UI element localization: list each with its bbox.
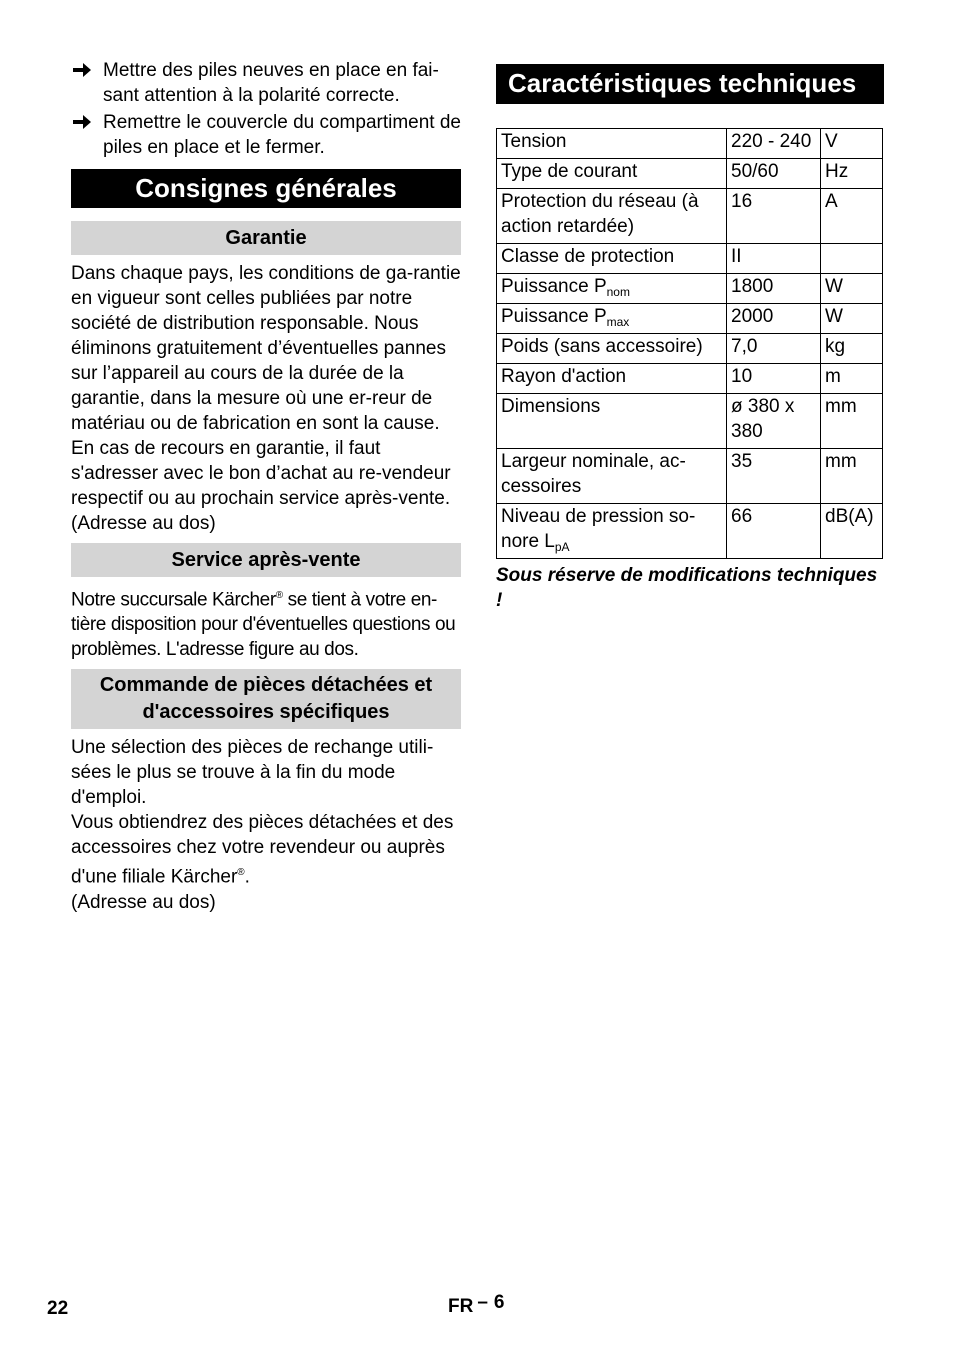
spec-value: 2000 [727, 304, 821, 334]
spec-row [497, 274, 883, 304]
garantie-body: Dans chaque pays, les conditions de ga-rantie en vigueur sont celles publiées par notre société de distribution responsable. Nous éliminons gratuitement d’éventuelles pannes sur l’appareil au cours de la durée de la garantie, dans la mesure où une er-reur de matériau ou de fabrication en sont la cause. En cas de recours en garantie, il faut s'adresser avec le bon d’achat au re-vendeur respectif ou au prochain service après-vente. [71, 263, 461, 509]
spec-label-cell [497, 504, 727, 559]
spec-label: Classe de protection [501, 246, 675, 267]
spec-label: Tension [501, 131, 567, 152]
spec-row [497, 129, 883, 159]
subsection-title-commande [71, 669, 461, 729]
footer-subpage: 6 [493, 1292, 505, 1313]
spec-unit: Hz [821, 159, 883, 189]
commande-title-line2: d'accessoires spécifiques [142, 701, 390, 724]
spec-unit: mm [821, 449, 883, 504]
bullet-text: Remettre le couvercle du compartiment de piles en place et le fermer. [103, 112, 461, 158]
commande-body2-end: . [244, 866, 250, 888]
arrow-right-icon [71, 111, 93, 133]
spec-label: Largeur nominale, ac-cessoires [501, 451, 686, 497]
spec-value: 220 - 240 [727, 129, 821, 159]
spec-row [497, 159, 883, 189]
spec-label-cell [497, 274, 727, 304]
page-number: 22 [47, 1298, 69, 1319]
spec-row [497, 304, 883, 334]
spec-unit: W [821, 274, 883, 304]
spec-value: II [727, 244, 821, 274]
spec-value: 7,0 [727, 334, 821, 364]
right-column [496, 64, 884, 613]
spec-label-cell [497, 334, 727, 364]
spec-label-cell [497, 129, 727, 159]
footer-lang-page [448, 1292, 505, 1318]
registered-mark: ® [237, 867, 245, 879]
spec-label-subscript: max [606, 315, 630, 329]
spec-value: ø 380 x 380 [727, 394, 821, 449]
spec-unit [821, 244, 883, 274]
spec-row [497, 364, 883, 394]
spec-row [497, 394, 883, 449]
spec-label-cell [497, 394, 727, 449]
spec-label: Niveau de pression so-nore L [501, 506, 696, 552]
subsection-title-service: Service après-vente [71, 543, 461, 577]
spec-table [496, 128, 883, 559]
spec-row [497, 244, 883, 274]
bullet-item [71, 110, 461, 160]
spec-label: Rayon d'action [501, 366, 627, 387]
spec-unit: m [821, 364, 883, 394]
spec-label-subscript: pA [554, 540, 570, 554]
spec-unit: V [821, 129, 883, 159]
commande-address: (Adresse au dos) [71, 891, 216, 913]
footer-lang: FR [448, 1296, 474, 1317]
spec-row [497, 334, 883, 364]
service-body [71, 583, 461, 662]
spec-label-cell [497, 304, 727, 334]
spec-row [497, 449, 883, 504]
commande-title-line1: Commande de pièces détachées et [99, 674, 433, 697]
spec-row [497, 189, 883, 244]
spec-label: Poids (sans accessoire) [501, 336, 703, 357]
spec-label-cell [497, 364, 727, 394]
spec-value: 16 [727, 189, 821, 244]
spec-value: 1800 [727, 274, 821, 304]
spec-label: Dimensions [501, 396, 601, 417]
section-title-caracteristiques: Caractéristiques techniques [496, 64, 884, 104]
spec-label-cell [497, 244, 727, 274]
spec-unit: dB(A) [821, 504, 883, 559]
spec-label: Puissance P [501, 276, 607, 297]
left-column [71, 58, 461, 915]
spec-label: Type de courant [501, 161, 638, 182]
spec-label-subscript: nom [606, 285, 630, 299]
spec-value: 35 [727, 449, 821, 504]
spec-label-cell [497, 449, 727, 504]
spec-label: Puissance P [501, 306, 607, 327]
spec-label: Protection du réseau (à action retardée) [501, 191, 699, 237]
spec-value: 50/60 [727, 159, 821, 189]
service-body-start: Notre succursale Kärcher [71, 589, 276, 611]
spec-value: 10 [727, 364, 821, 394]
subsection-title-garantie: Garantie [71, 221, 461, 255]
commande-body2 [71, 810, 461, 889]
spec-value: 66 [727, 504, 821, 559]
bullet-text: Mettre des piles neuves en place en fai-sant attention à la polarité correcte. [103, 60, 439, 106]
spec-label-cell [497, 189, 727, 244]
footer-separator: – [477, 1292, 488, 1313]
registered-mark: ® [275, 590, 283, 601]
bullet-item [71, 58, 461, 108]
section-title-consignes: Consignes générales [71, 169, 461, 208]
spec-unit: W [821, 304, 883, 334]
spec-row [497, 504, 883, 559]
spec-unit: A [821, 189, 883, 244]
service-body-end: se tient à votre en-tière disposition pour d'éventuelles questions ou problèmes. L'adresse figure au dos. [71, 589, 456, 661]
spec-unit: mm [821, 394, 883, 449]
spec-unit: kg [821, 334, 883, 364]
modification-note: Sous réserve de modifications techniques ! [496, 565, 878, 611]
arrow-right-icon [71, 59, 93, 81]
commande-body2-start: Vous obtiendrez des pièces détachées et des accessoires chez votre revendeur ou auprès d'une filiale Kärcher [71, 812, 454, 888]
garantie-address: (Adresse au dos) [71, 513, 216, 534]
spec-label-cell [497, 159, 727, 189]
commande-body1: Une sélection des pièces de rechange utili-sées le plus se trouve à la fin du mode d'emploi. [71, 737, 434, 809]
